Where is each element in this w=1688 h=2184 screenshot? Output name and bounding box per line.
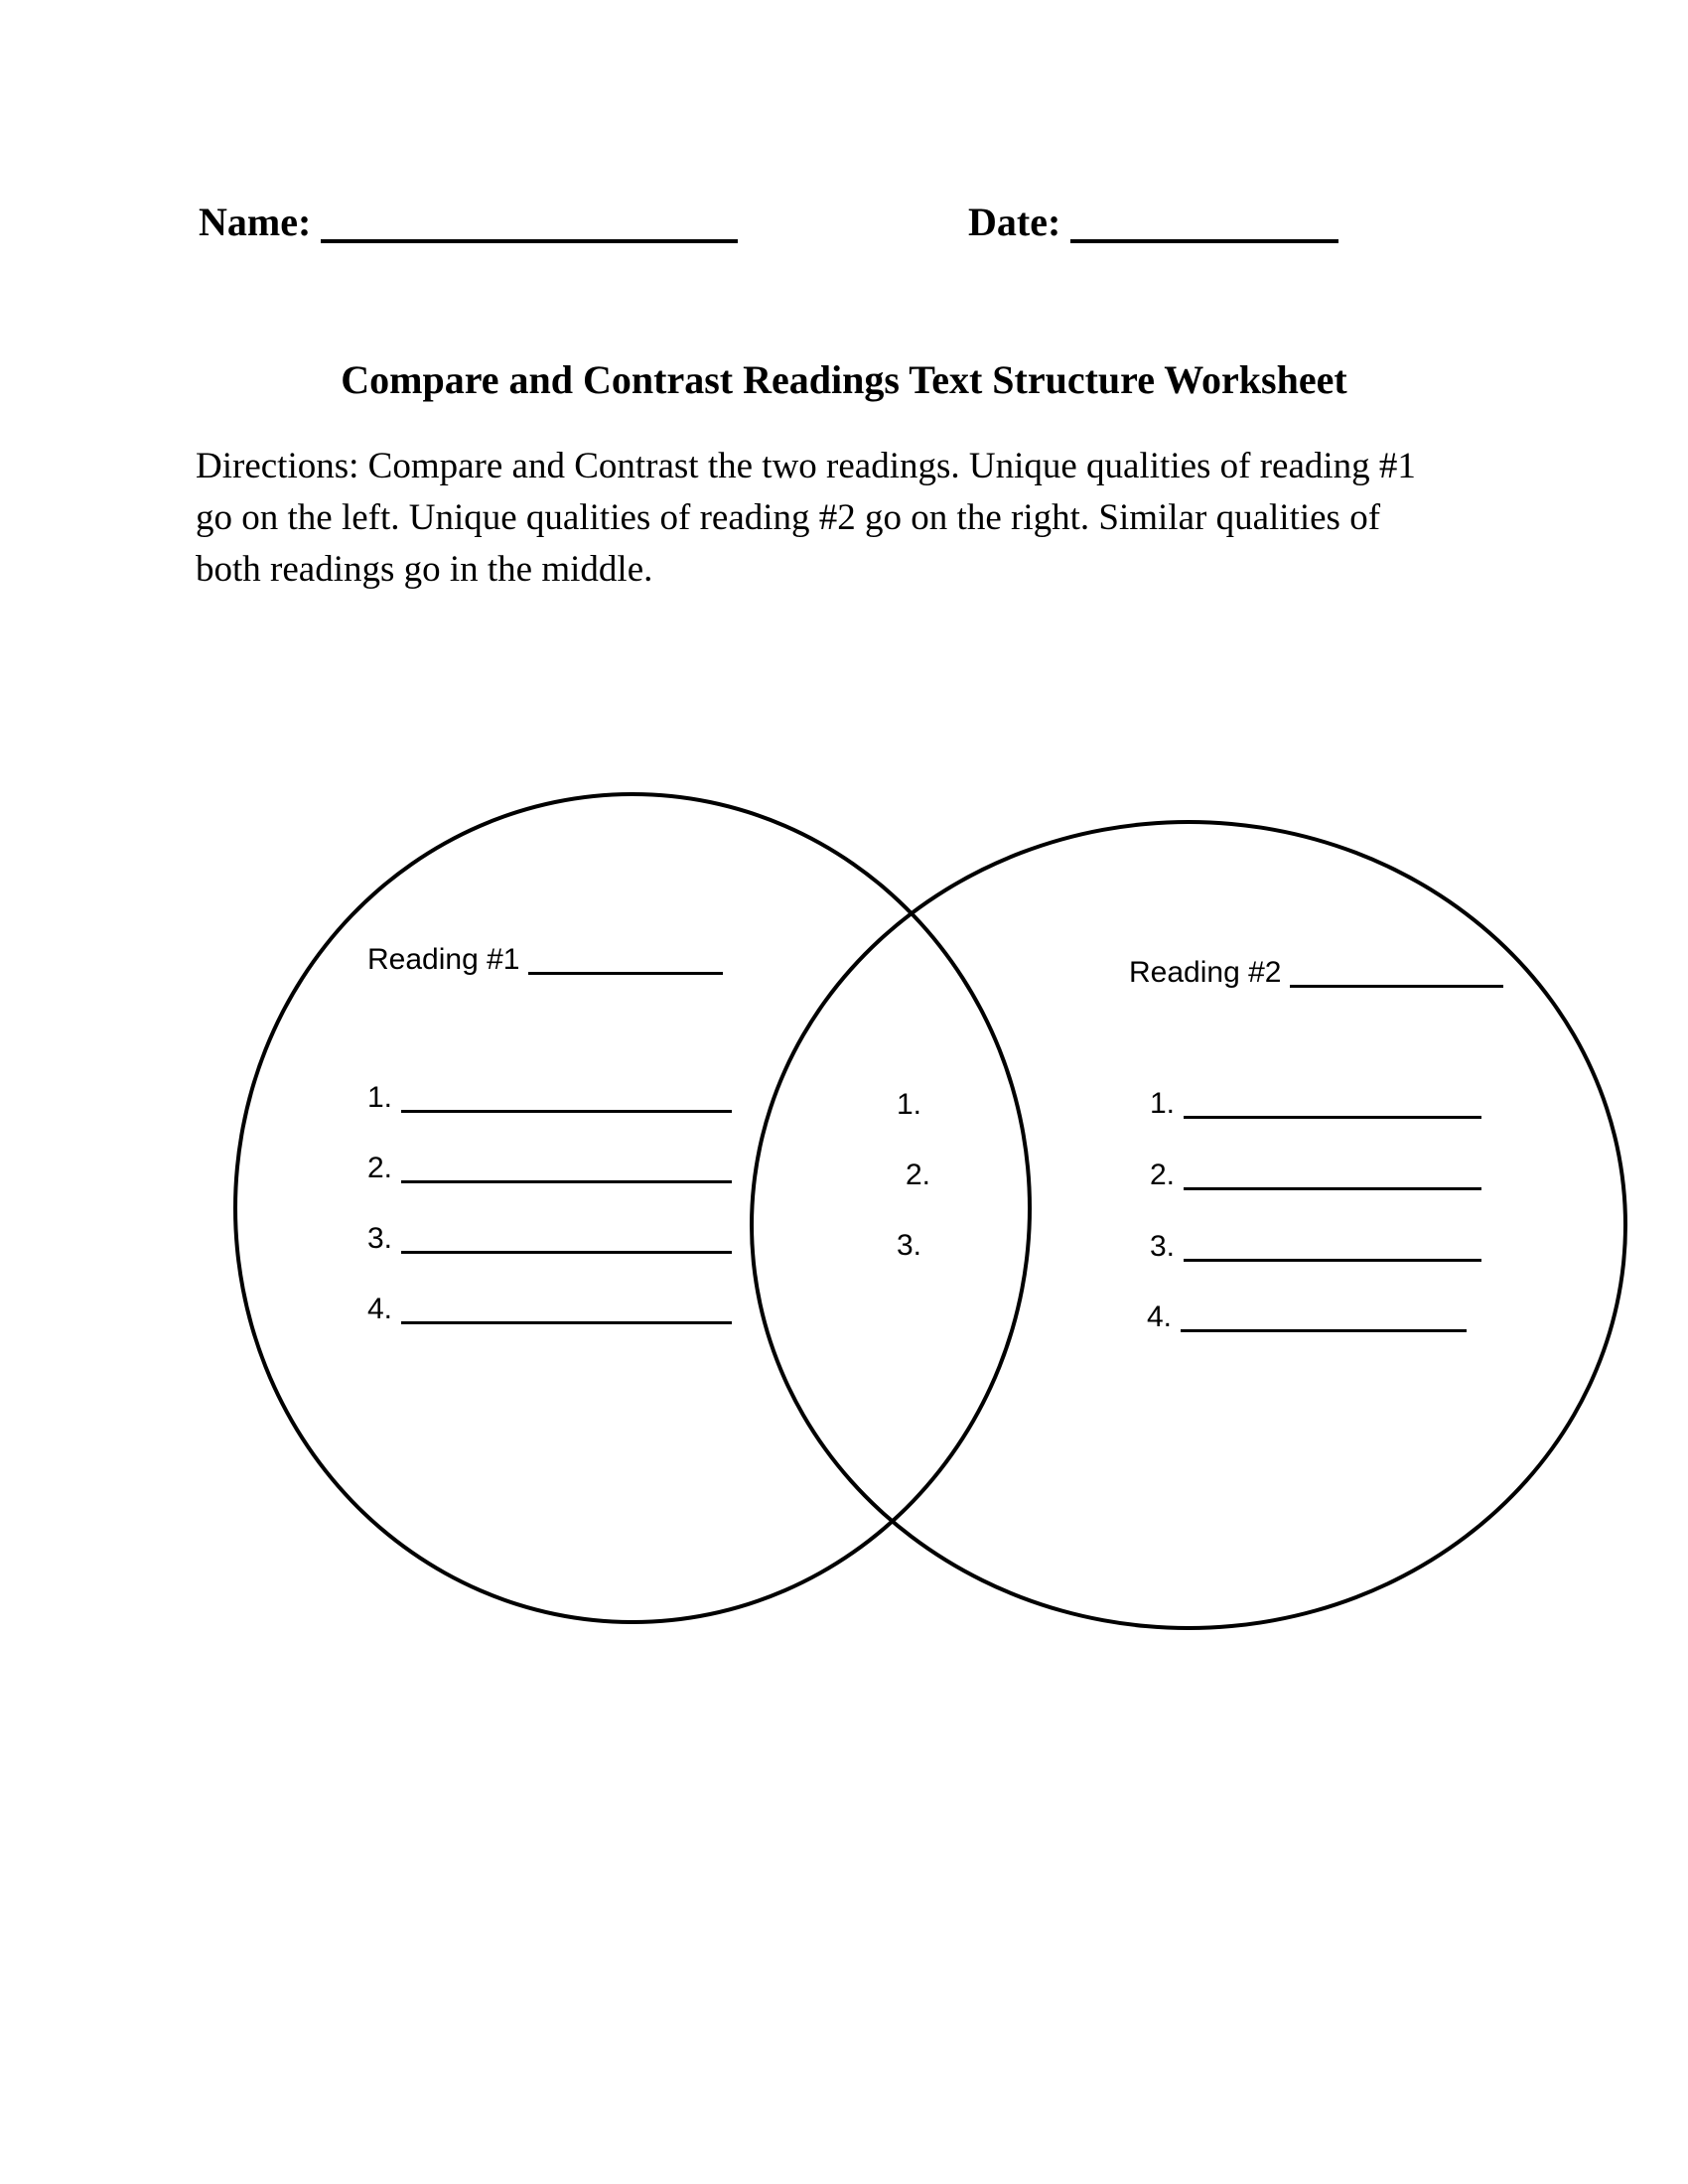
middle-item-row: [906, 1160, 930, 1190]
middle-item-row: [897, 1090, 921, 1120]
reading2-blank-line[interactable]: [1290, 985, 1503, 988]
directions-line: go on the left. Unique qualities of reading #2 go on the right. Similar qualities of: [196, 497, 1381, 538]
item-blank-line[interactable]: [1181, 1329, 1467, 1332]
item-number: 1.: [367, 1081, 393, 1114]
reading2-label: Reading #2: [1129, 956, 1282, 989]
right-item-row: [1150, 1232, 1481, 1262]
reading1-heading-row: [367, 945, 723, 975]
item-number: 2.: [367, 1152, 393, 1184]
item-blank-line[interactable]: [401, 1180, 732, 1183]
date-field-row: [968, 200, 1338, 244]
reading2-heading-row: [1129, 958, 1503, 988]
item-number: 4.: [1147, 1300, 1173, 1333]
left-item-row: [367, 1154, 732, 1183]
middle-item-row: [897, 1231, 921, 1261]
name-label: Name:: [199, 200, 312, 244]
right-item-row: [1150, 1089, 1481, 1119]
right-circle-outline: [750, 820, 1627, 1630]
reading1-label: Reading #1: [367, 943, 520, 976]
item-blank-line[interactable]: [1184, 1259, 1481, 1262]
left-item-row: [367, 1224, 732, 1254]
reading1-blank-line[interactable]: [528, 972, 723, 975]
item-blank-line[interactable]: [1184, 1116, 1481, 1119]
name-blank-line[interactable]: [321, 239, 738, 243]
item-blank-line[interactable]: [401, 1321, 732, 1324]
item-number: 1.: [897, 1088, 922, 1121]
item-number: 4.: [367, 1293, 393, 1325]
directions-paragraph: [196, 441, 1416, 596]
item-number: 2.: [906, 1159, 931, 1191]
right-item-row: [1150, 1160, 1481, 1190]
item-number: 3.: [897, 1229, 922, 1262]
left-item-row: [367, 1083, 732, 1113]
page-title: Compare and Contrast Readings Text Structure Worksheet: [341, 357, 1347, 402]
right-item-row: [1147, 1302, 1467, 1332]
item-blank-line[interactable]: [401, 1110, 732, 1113]
item-blank-line[interactable]: [401, 1251, 732, 1254]
item-number: 3.: [367, 1222, 393, 1255]
name-field-row: [199, 200, 738, 244]
directions-line: Directions: Compare and Contrast the two readings. Unique qualities of reading #1: [196, 446, 1416, 486]
item-number: 1.: [1150, 1087, 1176, 1120]
date-blank-line[interactable]: [1070, 239, 1338, 243]
item-blank-line[interactable]: [1184, 1187, 1481, 1190]
directions-line: both readings go in the middle.: [196, 549, 653, 590]
item-number: 2.: [1150, 1159, 1176, 1191]
item-number: 3.: [1150, 1230, 1176, 1263]
left-item-row: [367, 1295, 732, 1324]
date-label: Date:: [968, 200, 1061, 244]
